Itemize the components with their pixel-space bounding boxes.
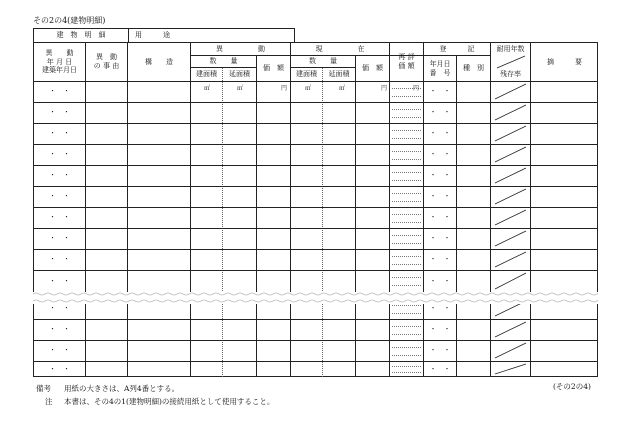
page-title: その2の4(建物明細) [33,16,106,25]
header-remarks: 摘 要 [547,57,582,66]
row-registration-date[interactable]: ・ ・ [429,150,451,159]
header-change-reason: 異 動 の 事 由 [93,53,120,70]
header-change-price: 価 額 [263,64,284,73]
header-current-floor-area: 延面積 [328,70,350,79]
row-life-diagonal [491,340,530,361]
row-change-date[interactable]: ・ ・ [49,129,70,138]
note-continuation: 本書は、その4の1(建物明細)の接続用紙として使用すること。 [64,397,275,406]
row-change-date[interactable]: ・ ・ [49,276,70,285]
row-revaluation-guides[interactable] [392,207,421,228]
building-detail-label: 建 物 明 細 [56,30,106,39]
row-revaluation-guides[interactable] [392,186,421,207]
row-registration-date[interactable]: ・ ・ [429,213,451,222]
row-change-date[interactable]: ・ ・ [49,150,70,159]
row-registration-date[interactable]: ・ ・ [429,364,451,373]
row-registration-date[interactable]: ・ ・ [429,234,451,243]
row-registration-date[interactable]: ・ ・ [429,255,451,264]
row-change-date[interactable]: ・ ・ [49,364,70,373]
row-life-diagonal [491,228,530,249]
header-useful-life: 耐用年数 [496,44,525,53]
row-registration-date[interactable]: ・ ・ [429,171,451,180]
row-change-date[interactable]: ・ ・ [49,108,70,117]
row-revaluation-guides[interactable] [392,270,421,292]
row-revaluation-guides[interactable] [392,228,421,249]
header-current-quantity: 数 量 [309,56,337,65]
row-life-diagonal [491,144,530,165]
row-revaluation-guides[interactable] [392,249,421,270]
row-change-date[interactable]: ・ ・ [49,304,70,313]
row-change-date[interactable]: ・ ・ [49,213,70,222]
row-change-date[interactable]: ・ ・ [49,87,70,96]
header-category: 種 別 [463,64,484,73]
header-revaluation: 再 評 価 額 [398,53,415,70]
header-structure: 構 造 [145,57,173,66]
header-change-floor-area: 延面積 [229,70,250,79]
row-life-diagonal [491,165,530,186]
page-break-wave [33,292,598,304]
row-life-diagonal [491,123,530,144]
unit-sqm-current-building: ㎡ [305,85,312,92]
header-change-building-area: 建面積 [196,70,217,79]
header-change-quantity: 数 量 [209,56,238,65]
unit-sqm-change-building: ㎡ [204,85,211,92]
header-reg-date-no: 年月日 番 号 [429,59,451,77]
use-label: 用 途 [135,30,170,39]
row-registration-date[interactable]: ・ ・ [429,129,451,138]
row-revaluation-guides[interactable] [392,144,421,165]
row-life-diagonal [491,186,530,207]
row-change-date[interactable]: ・ ・ [49,346,70,355]
row-change-date[interactable]: ・ ・ [49,325,70,334]
header-current-building-area: 建面積 [296,70,317,79]
row-registration-date[interactable]: ・ ・ [429,87,451,96]
row-registration-date[interactable]: ・ ・ [429,276,451,285]
row-life-diagonal [491,361,530,377]
row-life-diagonal [491,207,530,228]
row-registration-date[interactable]: ・ ・ [429,108,451,117]
row-registration-date[interactable]: ・ ・ [429,304,451,313]
row-registration-date[interactable]: ・ ・ [429,346,451,355]
header-registration: 登 記 [439,44,475,53]
note-paper-size: 用紙の大きさは、A列4番とする。 [64,384,180,393]
note-2-label: 注 [45,397,53,406]
row-revaluation-guides[interactable] [392,340,421,361]
unit-yen-revaluation: 円 [413,85,420,92]
page-reference: (その2の4) [553,382,591,391]
row-change-date[interactable]: ・ ・ [49,171,70,180]
row-change-date[interactable]: ・ ・ [49,192,70,201]
header-life-diagonal [491,54,530,70]
note-label: 備考 [36,384,51,393]
row-revaluation-guides[interactable] [392,165,421,186]
header-change-date: 異 動 年 月 日 建築年月日 [42,48,77,75]
unit-yen-current-price: 円 [381,85,388,92]
row-registration-date[interactable]: ・ ・ [429,325,451,334]
row-life-diagonal [491,270,530,292]
header-residual-rate: 残存率 [500,70,521,79]
row-life-diagonal [491,319,530,340]
row-registration-date[interactable]: ・ ・ [429,192,451,201]
unit-sqm-current-floor: ㎡ [339,85,346,92]
header-current-group: 現 在 [315,44,365,53]
unit-sqm-change-floor: ㎡ [237,85,244,92]
header-current-price: 価 額 [362,64,383,73]
row-life-diagonal [491,102,530,123]
row-life-diagonal [491,249,530,270]
header-change-group: 異 動 [216,44,265,53]
row-revaluation-guides[interactable] [392,102,421,123]
row-revaluation-guides[interactable] [392,123,421,144]
row-change-date[interactable]: ・ ・ [49,234,70,243]
unit-yen-change-price: 円 [281,85,288,92]
row-change-date[interactable]: ・ ・ [49,255,70,264]
row-revaluation-guides[interactable] [392,319,421,340]
row-revaluation-guides[interactable] [392,361,421,377]
row-life-diagonal [491,81,530,102]
